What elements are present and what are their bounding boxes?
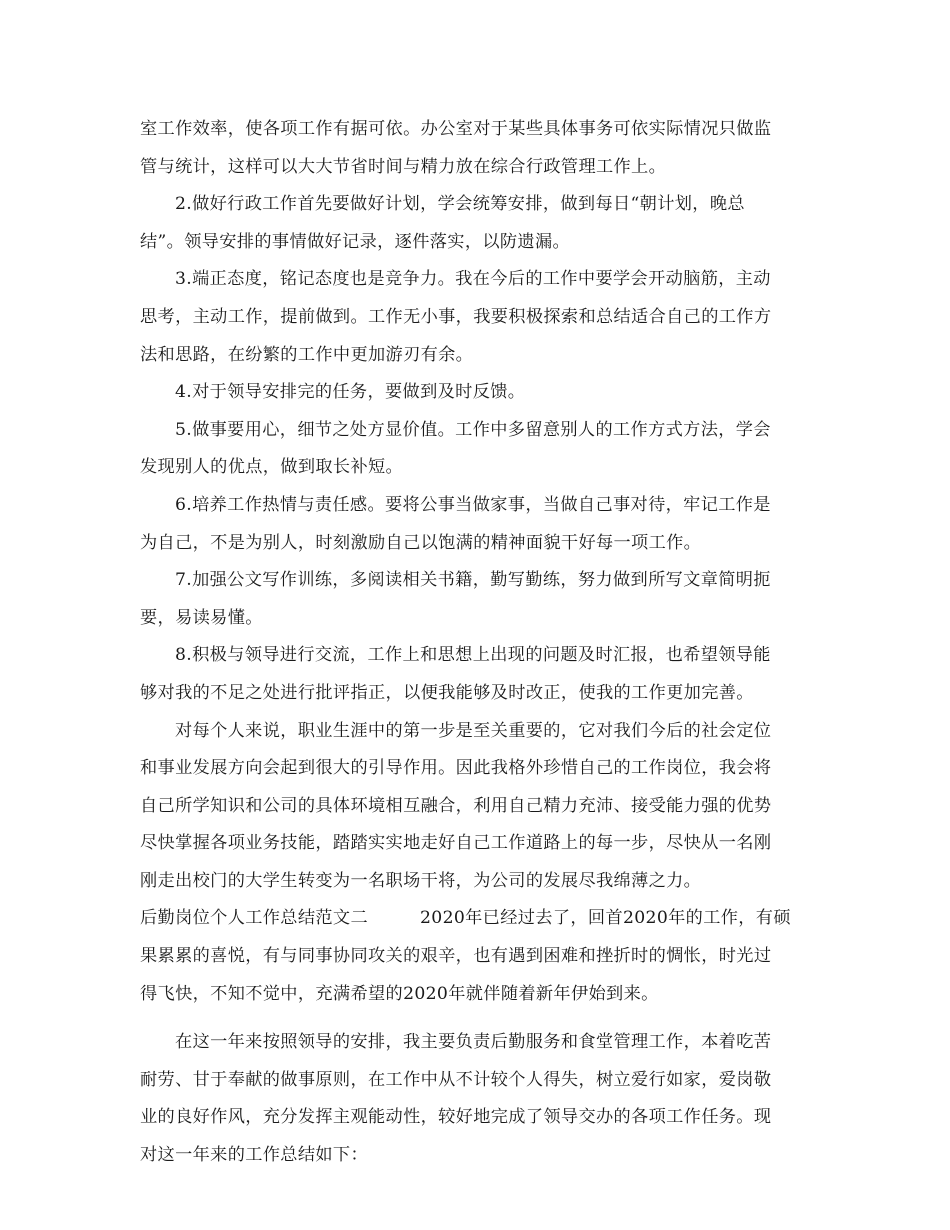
list-item-6: 6.培养工作热情与责任感。要将公事当做家事，当做自己事对待，牢记工作是 bbox=[175, 494, 771, 515]
text-line: 够对我的不足之处进行批评指正，以便我能够及时改正，使我的工作更加完善。 bbox=[140, 682, 754, 703]
text-line: 思考，主动工作，提前做到。工作无小事，我要积极探索和总结适合自己的工作方 bbox=[140, 306, 772, 327]
text-line: 刚走出校门的大学生转变为一名职场干将，为公司的发展尽我绵薄之力。 bbox=[140, 870, 702, 891]
section-title: 后勤岗位个人工作总结范文二 bbox=[140, 908, 368, 929]
blank-line bbox=[140, 1013, 812, 1024]
paragraph-start: 在这一年来按照领导的安排，我主要负责后勤服务和食堂管理工作，本着吃苦 bbox=[175, 1032, 772, 1053]
text-line: 法和思路，在纷繁的工作中更加游刃有余。 bbox=[140, 344, 474, 365]
text-line: 管与统计，这样可以大大节省时间与精力放在综合行政管理工作上。 bbox=[140, 156, 667, 177]
list-item-3: 3.端正态度，铭记态度也是竞争力。我在今后的工作中要学会开动脑筋，主动 bbox=[175, 269, 771, 290]
text-line: 为自己，不是为别人，时刻激励自己以饱满的精神面貌干好每一项工作。 bbox=[140, 532, 702, 553]
text-line: 发现别人的优点，做到取长补短。 bbox=[140, 457, 404, 478]
text-line: 自己所学知识和公司的具体环境相互融合，利用自己精力充沛、接受能力强的优势 bbox=[140, 795, 772, 816]
list-item-2: 2.做好行政工作首先要做好计划，学会统筹安排，做到每日“朝计划，晚总 bbox=[175, 194, 745, 215]
document-body bbox=[140, 111, 812, 1175]
text-line: 要，易读易懂。 bbox=[140, 607, 263, 628]
text-line: 室工作效率，使各项工作有据可依。办公室对于某些具体事务可依实际情况只做监 bbox=[140, 119, 772, 139]
text-line: 得飞快，不知不觉中，充满希望的2020年就伴随着新年伊始到来。 bbox=[140, 983, 659, 1004]
list-item-7: 7.加强公文写作训练，多阅读相关书籍，勤写勤练，努力做到所写文章简明扼 bbox=[175, 570, 771, 591]
text-line: 结”。领导安排的事情做好记录，逐件落实，以防遗漏。 bbox=[140, 231, 571, 252]
list-item-8: 8.积极与领导进行交流，工作上和思想上出现的问题及时汇报，也希望领导能 bbox=[175, 645, 771, 666]
text-line: 耐劳、甘于奉献的做事原则，在工作中从不计较个人得失，树立爱行如家，爱岗敬 bbox=[140, 1069, 772, 1090]
text-line: 尽快掌握各项业务技能，踏踏实实地走好自己工作道路上的每一步，尽快从一名刚 bbox=[140, 833, 772, 854]
text-line: 业的良好作风，充分发挥主观能动性，较好地完成了领导交办的各项工作任务。现 bbox=[140, 1107, 772, 1128]
text-line: 和事业发展方向会起到很大的引导作用。因此我格外珍惜自己的工作岗位，我会将 bbox=[140, 758, 772, 779]
text-line: 对这一年来的工作总结如下： bbox=[140, 1145, 368, 1166]
text-line: 果累累的喜悦，有与同事协同攻关的艰辛，也有遇到困难和挫折时的惆怅，时光过 bbox=[140, 946, 772, 967]
section-intro: 2020年已经过去了，回首2020年的工作，有硕 bbox=[420, 908, 791, 929]
paragraph-start: 对每个人来说，职业生涯中的第一步是至关重要的，它对我们今后的社会定位 bbox=[175, 720, 772, 741]
section-title-line bbox=[140, 900, 812, 938]
list-item-5: 5.做事要用心，细节之处方显价值。工作中多留意别人的工作方式方法，学会 bbox=[175, 419, 771, 440]
list-item-4: 4.对于领导安排完的任务，要做到及时反馈。 bbox=[175, 382, 526, 403]
